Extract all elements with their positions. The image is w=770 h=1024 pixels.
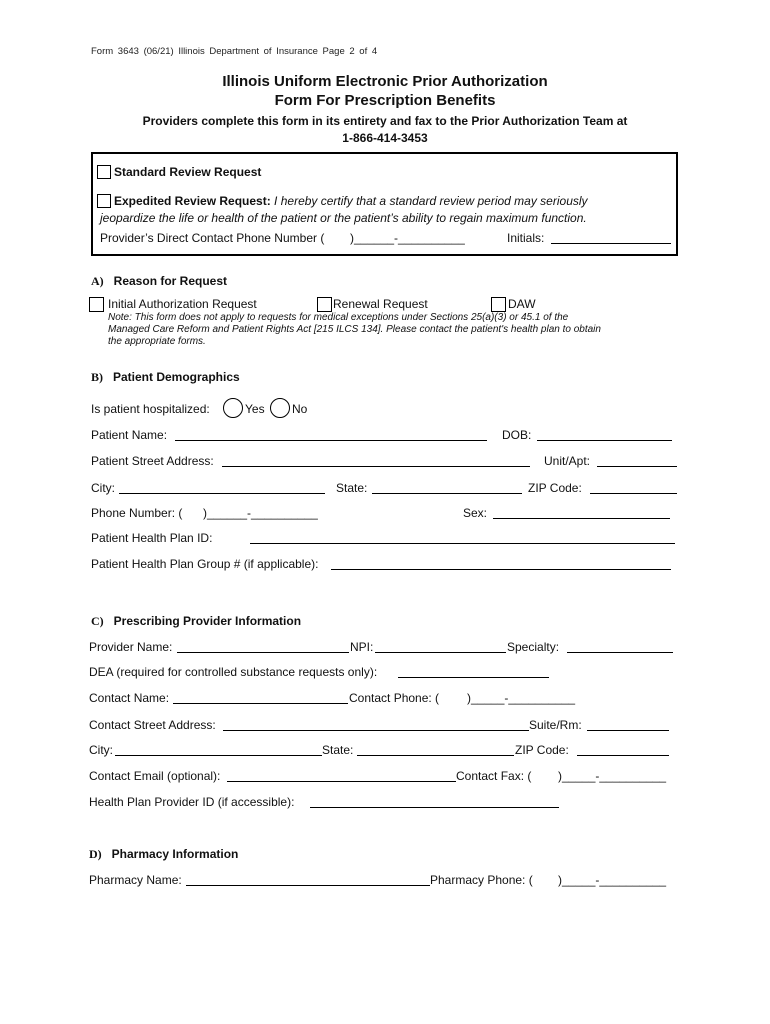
- contact-street-label: Contact Street Address:: [89, 718, 216, 732]
- sex-label: Sex:: [463, 506, 488, 520]
- plan-provider-id-label: Health Plan Provider ID (if accessible):: [89, 795, 295, 809]
- contact-email-label: Contact Email (optional):: [89, 769, 221, 783]
- plan-id-label: Patient Health Plan ID:: [91, 531, 213, 545]
- section-c-letter: C): [91, 614, 104, 628]
- section-b-heading: [91, 370, 240, 385]
- expedited-review-label: Expedited Review Request:: [114, 194, 271, 208]
- renewal-request-checkbox[interactable]: [317, 297, 332, 312]
- section-c-title: Prescribing Provider Information: [113, 614, 302, 628]
- patient-name-field[interactable]: [175, 440, 487, 441]
- suite-label: Suite/Rm:: [529, 718, 582, 732]
- patient-street-label: Patient Street Address:: [91, 454, 214, 468]
- patient-city-label: City:: [91, 481, 115, 495]
- contact-name-label: Contact Name:: [89, 691, 170, 705]
- initial-authorization-checkbox[interactable]: [89, 297, 104, 312]
- section-d-title: Pharmacy Information: [111, 847, 239, 861]
- expedited-certify-text-2: jeopardize the life or health of the patient or the patient’s ability to regain maximum function.: [100, 211, 587, 225]
- patient-state-field[interactable]: [372, 493, 522, 494]
- note-line-3: the appropriate forms.: [108, 336, 206, 347]
- patient-phone-field[interactable]: )______-__________: [203, 506, 318, 520]
- provider-contact-phone-field[interactable]: )______-__________: [350, 231, 465, 245]
- hospitalized-yes-radio[interactable]: [223, 398, 243, 418]
- section-a-title: Reason for Request: [113, 274, 228, 288]
- specialty-label: Specialty:: [507, 640, 560, 654]
- section-d-letter: D): [89, 847, 102, 861]
- section-c-heading: [91, 614, 301, 629]
- patient-state-label: State:: [336, 481, 368, 495]
- hospitalized-no-radio[interactable]: [270, 398, 290, 418]
- patient-zip-field[interactable]: [590, 493, 677, 494]
- provider-zip-label: ZIP Code:: [515, 743, 569, 757]
- form-title-line2: Form For Prescription Benefits: [274, 92, 496, 109]
- provider-state-label: State:: [322, 743, 354, 757]
- patient-unit-field[interactable]: [597, 466, 677, 467]
- daw-label: DAW: [508, 297, 536, 311]
- sex-field[interactable]: [493, 518, 670, 519]
- expedited-review-checkbox[interactable]: [97, 194, 111, 208]
- standard-review-label: Standard Review Request: [114, 165, 262, 179]
- suite-field[interactable]: [587, 730, 669, 731]
- initial-authorization-label: Initial Authorization Request: [108, 297, 257, 311]
- provider-state-field[interactable]: [357, 755, 514, 756]
- section-a-heading: [91, 274, 227, 289]
- instructions-line1: Providers complete this form in its entirety and fax to the Prior Authorization Team at: [142, 114, 628, 128]
- section-a-letter: A): [91, 274, 104, 288]
- section-b-letter: B): [91, 370, 103, 384]
- provider-name-field[interactable]: [177, 652, 349, 653]
- daw-checkbox[interactable]: [491, 297, 506, 312]
- section-b-title: Patient Demographics: [113, 370, 240, 384]
- hospitalized-label: Is patient hospitalized:: [91, 402, 210, 416]
- provider-name-label: Provider Name:: [89, 640, 173, 654]
- dea-label: DEA (required for controlled substance requests only):: [89, 665, 378, 679]
- expedited-certify-text: I hereby certify that a standard review period may seriously: [270, 194, 588, 208]
- patient-city-field[interactable]: [119, 493, 325, 494]
- dob-field[interactable]: [537, 440, 672, 441]
- provider-contact-phone-label: Provider’s Direct Contact Phone Number (: [100, 231, 325, 245]
- npi-field[interactable]: [375, 652, 506, 653]
- note-line-1: Note: This form does not apply to requests for medical exceptions under Sections 25(a)(3) or 45.1 of the: [108, 312, 569, 323]
- form-title-line1: Illinois Uniform Electronic Prior Authorization: [222, 73, 548, 90]
- expedited-review-text: [114, 194, 588, 208]
- hospitalized-no-label: No: [292, 402, 308, 416]
- pharmacy-phone-label: Pharmacy Phone: (: [430, 873, 533, 887]
- pharmacy-name-label: Pharmacy Name:: [89, 873, 182, 887]
- contact-fax-label: Contact Fax: (: [456, 769, 532, 783]
- plan-group-field[interactable]: [331, 569, 671, 570]
- contact-street-field[interactable]: [223, 730, 529, 731]
- fax-number: 1-866-414-3453: [342, 131, 428, 145]
- section-d-heading: [89, 847, 238, 862]
- hospitalized-yes-label: Yes: [245, 402, 265, 416]
- npi-label: NPI:: [350, 640, 374, 654]
- provider-zip-field[interactable]: [577, 755, 669, 756]
- patient-street-field[interactable]: [222, 466, 530, 467]
- patient-phone-label: Phone Number: (: [91, 506, 183, 520]
- plan-provider-id-field[interactable]: [310, 807, 559, 808]
- plan-id-field[interactable]: [250, 543, 675, 544]
- patient-zip-label: ZIP Code:: [528, 481, 582, 495]
- contact-phone-field[interactable]: )_____-__________: [467, 691, 576, 705]
- dea-field[interactable]: [398, 677, 549, 678]
- contact-phone-label: Contact Phone: (: [349, 691, 440, 705]
- plan-group-label: Patient Health Plan Group # (if applicable):: [91, 557, 319, 571]
- specialty-field[interactable]: [567, 652, 673, 653]
- pharmacy-name-field[interactable]: [186, 885, 430, 886]
- provider-city-field[interactable]: [115, 755, 322, 756]
- note-line-2: Managed Care Reform and Patient Rights Act [215 ILCS 134]. Please contact the patient's health plan to obtain: [108, 324, 601, 335]
- patient-name-label: Patient Name:: [91, 428, 168, 442]
- provider-city-label: City:: [89, 743, 113, 757]
- pharmacy-phone-field[interactable]: )_____-__________: [558, 873, 667, 887]
- contact-name-field[interactable]: [173, 703, 348, 704]
- contact-fax-field[interactable]: )_____-__________: [558, 769, 667, 783]
- form-header: Form 3643 (06/21) Illinois Department of Insurance Page 2 of 4: [91, 46, 378, 57]
- standard-review-checkbox[interactable]: [97, 165, 111, 179]
- contact-email-field[interactable]: [227, 781, 456, 782]
- initials-label: Initials:: [507, 231, 545, 245]
- patient-unit-label: Unit/Apt:: [544, 454, 591, 468]
- dob-label: DOB:: [502, 428, 532, 442]
- renewal-request-label: Renewal Request: [333, 297, 428, 311]
- initials-field[interactable]: [551, 243, 671, 244]
